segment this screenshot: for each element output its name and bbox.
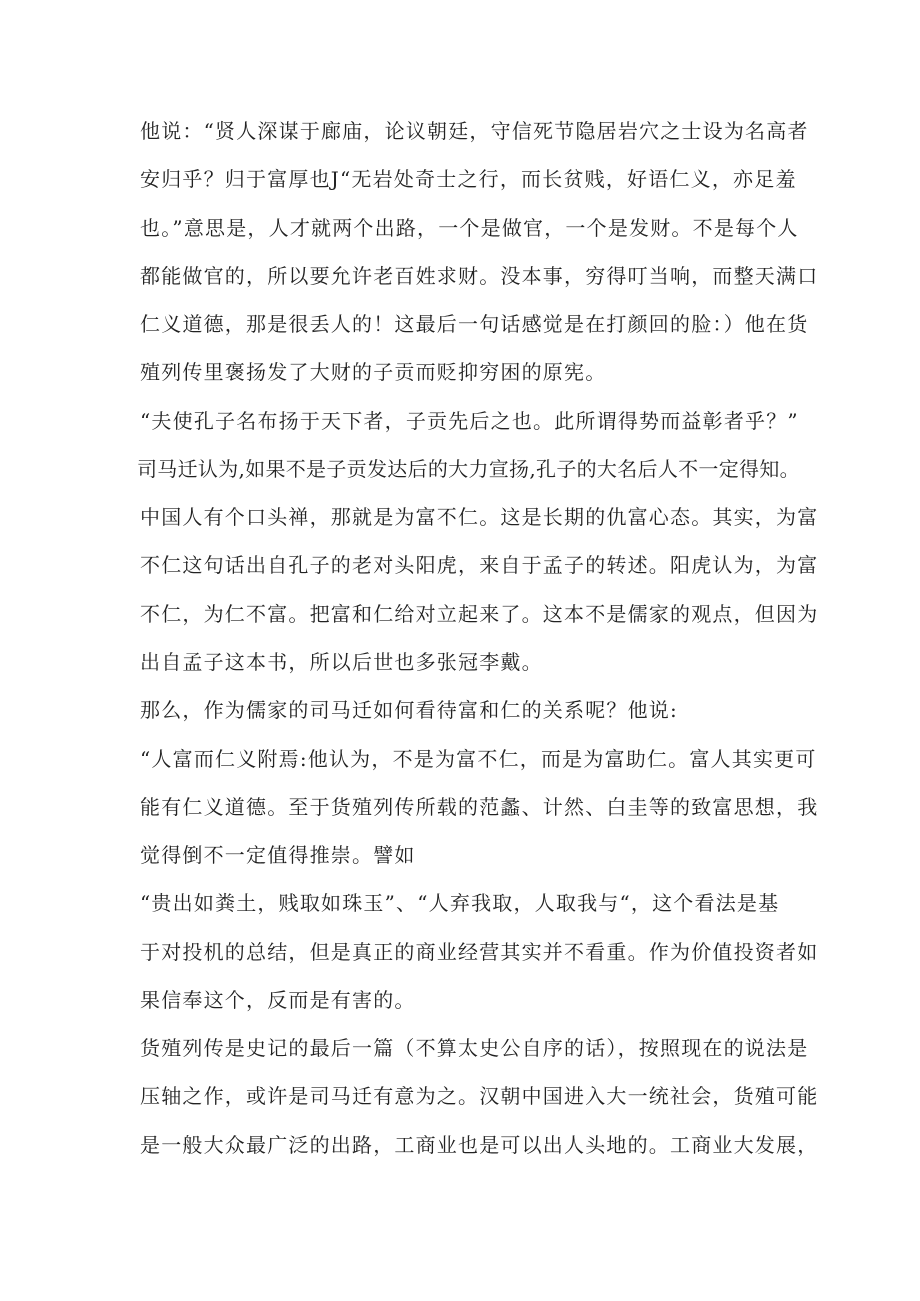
text-line: 司马迁认为,如果不是子贡发达后的大力宣扬,孔子的大名后人不一定得知。 — [137, 457, 800, 481]
text-line: 于对投机的总结，但是真正的商业经营其实并不看重。作为价值投资者如 — [140, 940, 819, 964]
text-line: 压轴之作，或许是司马迁有意为之。汉朝中国进入大一统社会，货殖可能 — [140, 1084, 819, 1108]
text-line: 能有仁义道德。至于货殖列传所载的范蠡、计然、白圭等的致富思想，我 — [140, 795, 819, 819]
text-line: 安归乎？归于富厚也J“无岩处奇士之行，而长贫贱，好语仁义，亦足羞 — [140, 167, 797, 191]
text-line: 也。”意思是，人才就两个出路，一个是做官，一个是发财。不是每个人 — [140, 216, 799, 240]
text-line: 出自孟子这本书，所以后世也多张冠李戴。 — [140, 650, 543, 674]
text-line: 货殖列传是史记的最后一篇（不算太史公自序的话），按照现在的说法是 — [140, 1036, 809, 1060]
text-line: “夫使孔子名布扬于天下者，子贡先后之也。此所谓得势而益彰者乎？” — [140, 409, 799, 433]
text-line: 中国人有个口头禅，那就是为富不仁。这是长期的仇富心态。其实，为富 — [140, 505, 819, 529]
text-line: 觉得倒不一定值得推崇。譬如 — [140, 843, 416, 867]
text-line: 都能做官的，所以要允许老百姓求财。没本事，穷得叮当响，而整天满口 — [140, 264, 819, 288]
text-line: 仁义道德，那是很丢人的！这最后一句话感觉是在打颜回的脸：）他在货 — [140, 312, 809, 336]
text-line: 果信奉这个，反而是有害的。 — [140, 988, 416, 1012]
text-line: 殖列传里褒扬发了大财的子贡而贬抑穷困的原宪。 — [140, 360, 607, 384]
text-line: “贵出如粪土，贱取如珠玉”、“人弃我取，人取我与“，这个看法是基 — [140, 891, 780, 915]
text-line: 那么，作为儒家的司马迁如何看待富和仁的关系呢？他说: — [140, 698, 678, 722]
text-line: 他说：“贤人深谋于廊庙，论议朝廷，守信死节隐居岩穴之士设为名高者 — [140, 119, 809, 143]
text-line: “人富而仁义附焉:他认为，不是为富不仁，而是为富助仁。富人其实更可 — [140, 747, 817, 771]
text-line: 是一般大众最广泛的出路，工商业也是可以出人头地的。工商业大发展， — [140, 1133, 819, 1157]
text-line: 不仁这句话出自孔子的老对头阳虎，来自于孟子的转述。阳虎认为，为富 — [140, 553, 819, 577]
text-line: 不仁，为仁不富。把富和仁给对立起来了。这本不是儒家的观点，但因为 — [140, 602, 819, 626]
